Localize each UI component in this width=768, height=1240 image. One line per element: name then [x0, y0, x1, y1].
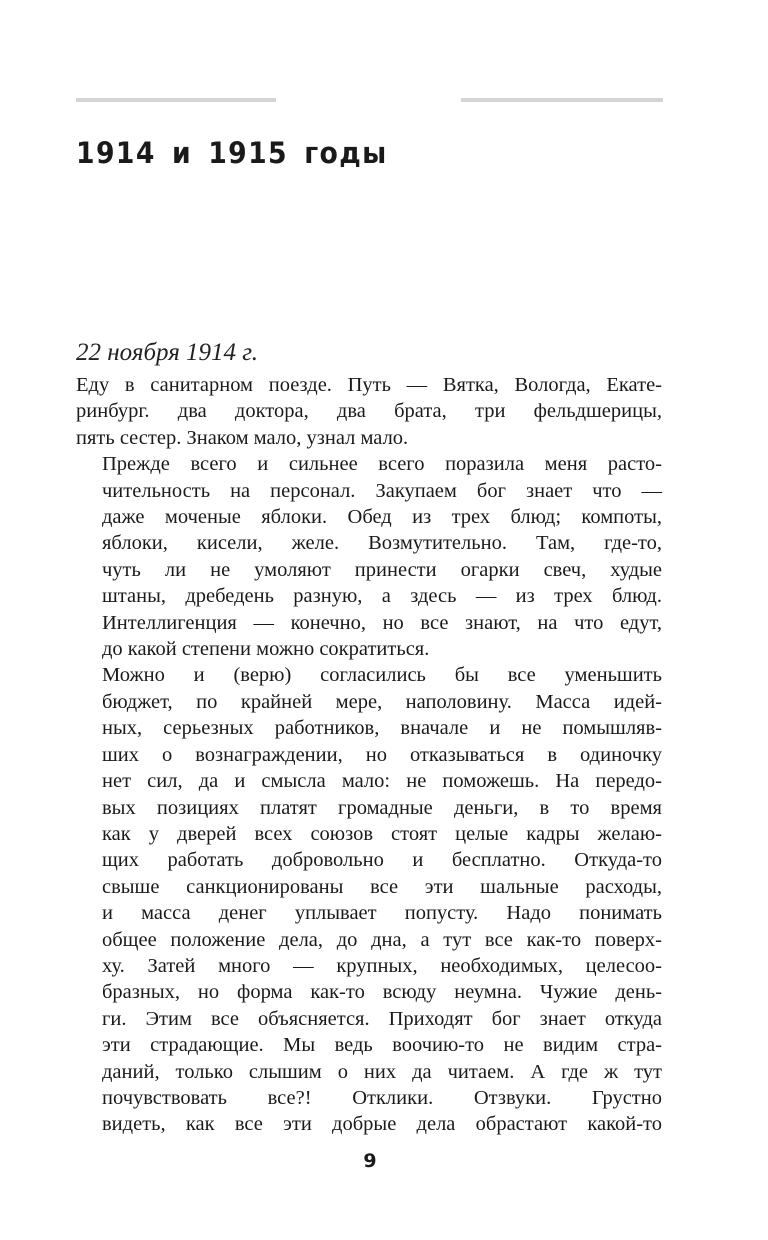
page-number: 9 — [363, 1150, 377, 1172]
header-rule-right — [461, 98, 663, 102]
text-line: бразных, но форма как-то всюду неумна. Чужие день- — [102, 981, 662, 1004]
text-line: ных, серьезных работников, вначале и не помышляв- — [102, 717, 662, 740]
text-line: бюджет, по крайней мере, наполовину. Масса идей- — [102, 690, 662, 713]
text-line: нет сил, да и смысла мало: не поможешь. На передо- — [102, 770, 662, 793]
text-line: Можно и (верю) согласились бы все уменьшить — [102, 664, 662, 687]
text-line: видеть, как все эти добрые дела обрастают какой-то — [102, 1113, 662, 1136]
text-line: штаны, дребедень разную, а здесь — из трех блюд. — [102, 585, 662, 608]
text-line: яблоки, кисели, желе. Возмутительно. Там, где-то, — [102, 532, 662, 555]
text-line: чуть ли не умоляют принести огарки свеч, худые — [102, 558, 662, 581]
paragraph-2 — [76, 451, 662, 662]
text-line: свыше санкционированы все эти шальные расходы, — [102, 875, 662, 898]
text-line: Еду в санитарном поезде. Путь — Вятка, Вологда, Екате- — [76, 374, 662, 396]
text-line: вых позициях платят громадные деньги, в то время — [102, 796, 662, 819]
text-line: эти страдающие. Мы ведь воочию-то не видим стра- — [102, 1034, 662, 1057]
chapter-title: 1914 и 1915 годы — [76, 136, 388, 170]
text-line: чительность на персонал. Закупаем бог знает что — — [102, 479, 662, 502]
text-line: даже моченые яблоки. Обед из трех блюд; компоты, — [102, 506, 662, 529]
paragraph-1 — [76, 372, 662, 451]
entry-date: 22 ноября 1914 г. — [76, 339, 258, 366]
text-line: ги. Этим все объясняется. Приходят бог знает откуда — [102, 1007, 662, 1030]
header-rule-left — [76, 98, 276, 102]
text-line: Прежде всего и сильнее всего поразила меня расто- — [102, 453, 662, 476]
text-line: до какой степени можно сократиться. — [102, 638, 430, 661]
text-line: ху. Затей много — крупных, необходимых, целесоо- — [102, 954, 662, 977]
text-line: ринбург. два доктора, два брата, три фельдшерицы, — [76, 400, 662, 423]
text-line: ших о вознаграждении, но отказываться в одиночку — [102, 743, 662, 766]
text-line: почувствовать все?! Отклики. Отзвуки. Грустно — [102, 1086, 662, 1109]
text-line: и масса денег уплывает попусту. Надо понимать — [102, 902, 662, 925]
text-line: Интеллигенция — конечно, но все знают, на что едут, — [102, 611, 662, 634]
text-line: общее положение дела, до дна, а тут все как-то поверх- — [102, 928, 662, 951]
paragraph-3 — [76, 662, 662, 1137]
body-text — [76, 336, 662, 1138]
text-line: как у дверей всех союзов стоят целые кадры желаю- — [102, 822, 662, 845]
text-line: пять сестер. Знаком мало, узнал мало. — [76, 426, 409, 449]
text-line: щих работать добровольно и бесплатно. Откуда-то — [102, 849, 662, 872]
text-line: даний, только слышим о них да читаем. А где ж тут — [102, 1060, 662, 1083]
